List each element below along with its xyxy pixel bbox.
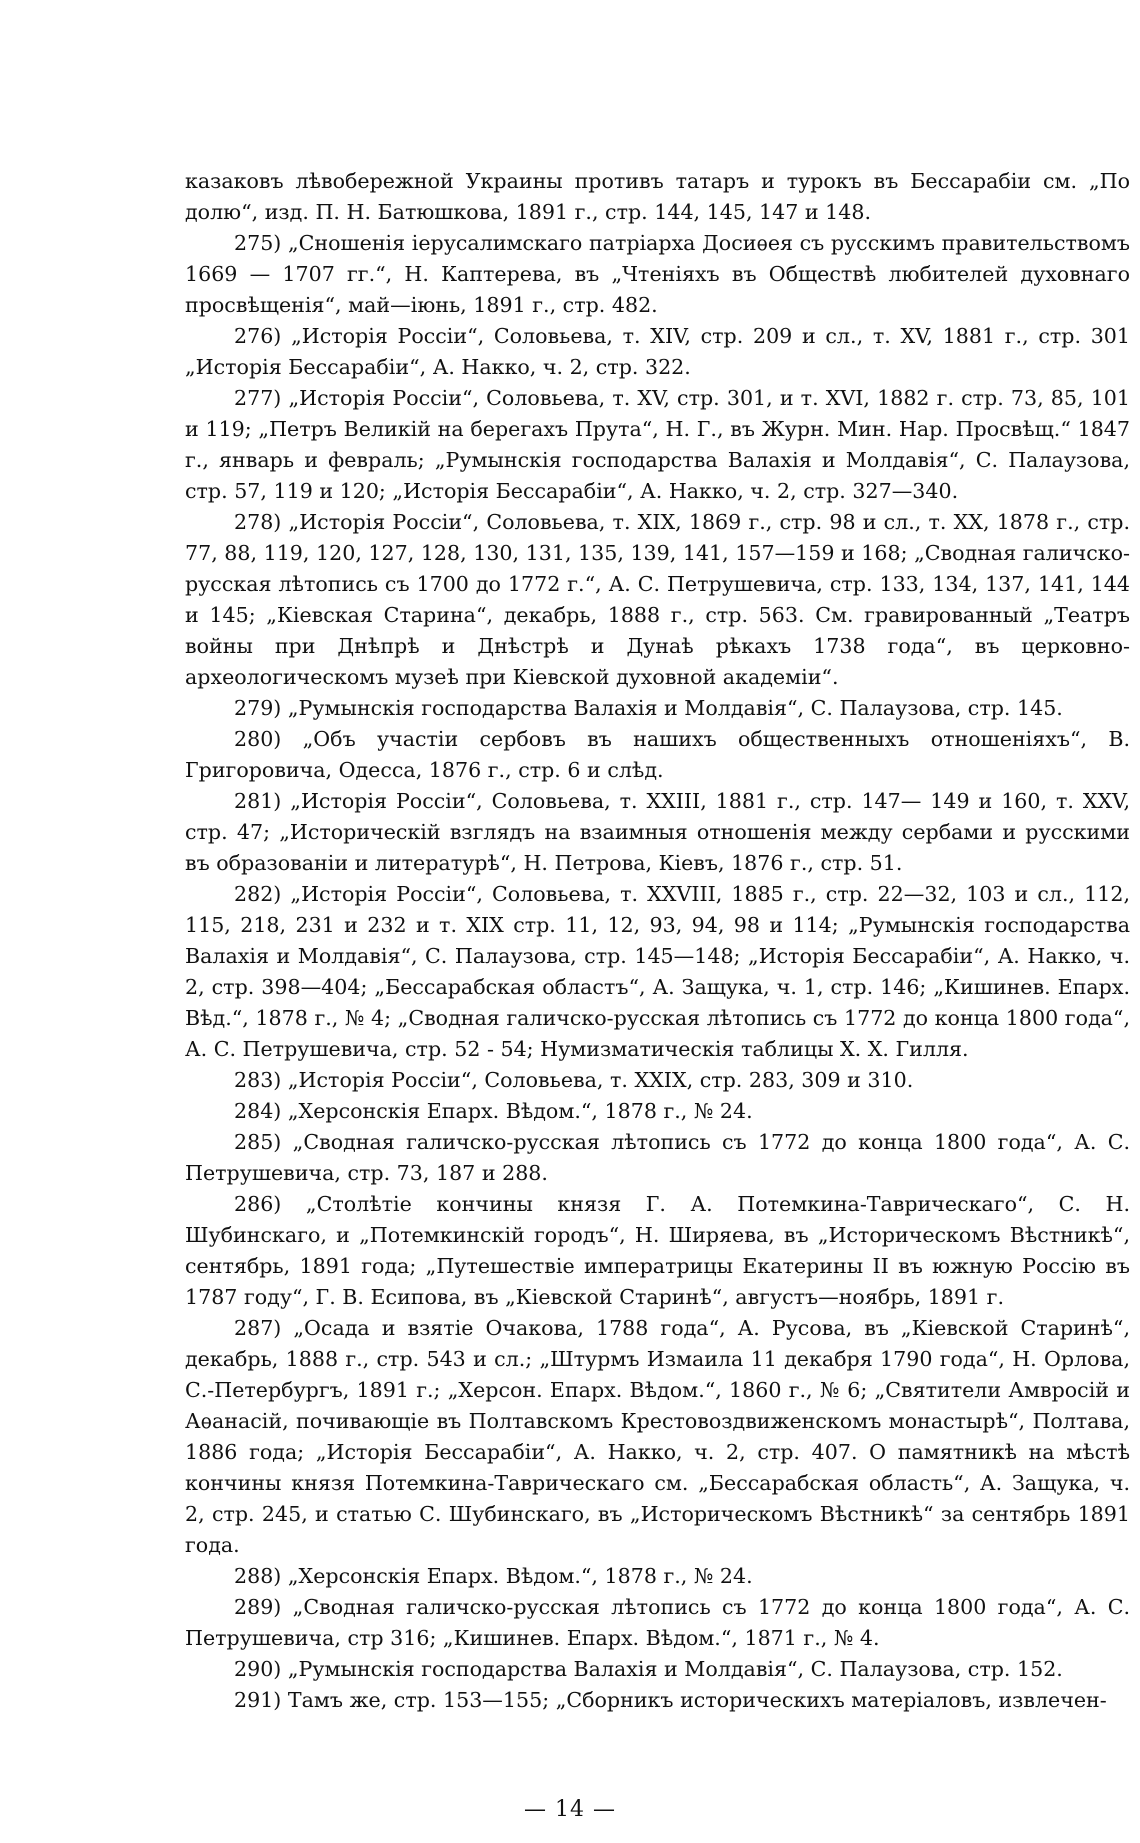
footnote-text: „Исторія Россіи“, Соловьева, т. XV, стр. 301, и т. XVI, 1882 г. стр. 73, 85, 101 и 119; „Петръ Великій на берегахъ Прута“, Н. Г., въ Журн. Мин. Нар. Просвѣщ.“ 1847 г., январь и февраль; „Румынскія господарства Валахія и Молдавія“, С. Палаузова, стр. 57, 119 и 120; „Исторія Бессарабіи“, А. Накко, ч. 2, стр. 327—340. (185, 386, 1130, 503)
footnote-text: „Херсонскія Епарх. Вѣдом.“, 1878 г., № 24. (287, 1099, 753, 1123)
footnote-291 (185, 1685, 1130, 1716)
footnote-text: „Исторія Россіи“, Соловьева, т. XXVIII, 1885 г., стр. 22—32, 103 и сл., 112, 115, 218, 231 и 232 и т. XIX стр. 11, 12, 93, 94, 98 и 114; „Румынскія господарства Валахія и Молдавія“, С. Палаузова, стр. 145—148; „Исторія Бессарабіи“, А. Накко, ч. 2, стр. 398—404; „Бессарабская областъ“, А. Защука, ч. 1, стр. 146; „Кишинев. Епарх. Вѣд.“, 1878 г., № 4; „Сводная галичско-русская лѣтопись съ 1772 до конца 1800 года“, А. С. Петрушевича, стр. 52 - 54; Нумизматическія таблицы Х. Х. Гилля. (185, 882, 1130, 1061)
footnote-continuation (185, 166, 1130, 228)
footnote-text: „Исторія Россіи“, Соловьева, т. XIX, 1869 г., стр. 98 и сл., т. XX, 1878 г., стр. 77, 88, 119, 120, 127, 128, 130, 131, 135, 139, 141, 157—159 и 168; „Сводная галичско-русская лѣтопись съ 1700 до 1772 г.“, А. С. Петрушевича, стр. 133, 134, 137, 141, 144 и 145; „Кіевская Старина“, декабрь, 1888 г., стр. 563. См. гравированный „Театръ войны при Днѣпрѣ и Днѣстрѣ и Дунаѣ рѣкахъ 1738 года“, въ церковно-археологическомъ музеѣ при Кіевской духовной академіи“. (185, 510, 1130, 689)
footnote-number: 287) (234, 1316, 282, 1340)
footnote-text: „Объ участіи сербовъ въ нашихъ общественныхъ отношеніяхъ“, В. Григоровича, Одесса, 1876 г., стр. 6 и слѣд. (185, 727, 1130, 782)
footnote-text: „Сводная галичско-русская лѣтопись съ 1772 до конца 1800 года“, А. С. Петрушевича, стр. 73, 187 и 288. (185, 1130, 1130, 1185)
footnote-text: „Осада и взятіе Очакова, 1788 года“, А. Русова, въ „Кіевской Старинѣ“, декабрь, 1888 г., стр. 543 и сл.; „Штурмъ Измаила 11 декабря 1790 года“, Н. Орлова, С.-Петербургъ, 1891 г.; „Херсон. Епарх. Вѣдом.“, 1860 г., № 6; „Святители Амвросій и Аѳанасій, почивающіе въ Полтавскомъ Крестовоздвиженскомъ монастырѣ“, Полтава, 1886 года; „Исторія Бессарабіи“, А. Накко, ч. 2, стр. 407. О памятникѣ на мѣстѣ кончины князя Потемкина-Таврическаго см. „Бессарабская область“, А. Защука, ч. 2, стр. 245, и статью С. Шубинскаго, въ „Историческомъ Вѣстникѣ“ за сентябрь 1891 года. (185, 1316, 1130, 1557)
footnote-number: 280) (234, 727, 282, 751)
footnote-text: Тамъ же, стр. 153—155; „Сборникъ историческихъ матеріаловъ, извлечен- (287, 1688, 1107, 1712)
footnote-number: 279) (234, 696, 282, 720)
footnote-number: 288) (234, 1564, 282, 1588)
footnote-275 (185, 228, 1130, 321)
footnote-286 (185, 1189, 1130, 1313)
footnote-285 (185, 1127, 1130, 1189)
footnote-288 (185, 1561, 1130, 1592)
footnote-284 (185, 1096, 1130, 1127)
page-number: — 14 — (524, 1797, 616, 1822)
footnote-text: „Столѣтіе кончины князя Г. А. Потемкина-Таврическаго“, С. Н. Шубинскаго, и „Потемкинскій городъ“, Н. Ширяева, въ „Историческомъ Вѣстникѣ“, сентябрь, 1891 года; „Путешествіе императрицы Екатерины II въ южную Россію въ 1787 году“, Г. В. Есипова, въ „Кіевской Старинѣ“, августъ—ноябрь, 1891 г. (185, 1192, 1130, 1309)
footnote-281 (185, 786, 1130, 879)
footnote-number: 278) (234, 510, 282, 534)
footnote-text: „Исторія Россіи“, Соловьева, т. XXIX, стр. 283, 309 и 310. (287, 1068, 914, 1092)
footnote-287 (185, 1313, 1130, 1561)
footnote-number: 283) (234, 1068, 282, 1092)
footnote-text: „Сношенія іерусалимскаго патріарха Досиѳея съ русскимъ правительствомъ 1669 — 1707 гг.“, Н. Каптерева, въ „Чтеніяхъ въ Обществѣ любителей духовнаго просвѣщенія“, май—іюнь, 1891 г., стр. 482. (185, 231, 1130, 317)
footnote-number: 281) (234, 789, 282, 813)
footnote-278 (185, 507, 1130, 693)
footnote-number: 286) (234, 1192, 282, 1216)
footnote-number: 277) (234, 386, 282, 410)
footnote-text: „Исторія Россіи“, Соловьева, т. XXIII, 1881 г., стр. 147— 149 и 160, т. XXV, стр. 47; „Историческій взглядъ на взаимныя отношенія между сербами и русскими въ образованіи и литературѣ“, Н. Петрова, Кіевъ, 1876 г., стр. 51. (185, 789, 1130, 875)
footnote-text: „Херсонскія Епарх. Вѣдом.“, 1878 г., № 24. (287, 1564, 753, 1588)
footnote-text: „Исторія Россіи“, Соловьева, т. XIV, стр. 209 и сл., т. XV, 1881 г., стр. 301 „Исторія Бессарабіи“, А. Накко, ч. 2, стр. 322. (185, 324, 1131, 379)
footnotes-block (185, 166, 1130, 1716)
footnote-number: 290) (234, 1657, 282, 1681)
footnote-text: „Румынскія господарства Валахія и Молдавія“, С. Палаузова, стр. 152. (287, 1657, 1063, 1681)
footnote-280 (185, 724, 1130, 786)
footnote-number: 284) (234, 1099, 282, 1123)
footnote-276 (185, 321, 1130, 383)
footnote-279 (185, 693, 1130, 724)
footnote-277 (185, 383, 1130, 507)
footnote-number: 282) (234, 882, 282, 906)
footnote-289 (185, 1592, 1130, 1654)
footnote-number: 291) (234, 1688, 282, 1712)
footnote-text: казаковъ лѣвобережной Украины противъ татаръ и турокъ въ Бессарабіи см. „По долю“, изд. П. Н. Батюшкова, 1891 г., стр. 144, 145, 147 и 148. (185, 169, 1130, 224)
footnote-number: 289) (234, 1595, 282, 1619)
footnote-number: 275) (234, 231, 282, 255)
footnote-290 (185, 1654, 1130, 1685)
footnote-282 (185, 879, 1130, 1065)
footnote-number: 285) (234, 1130, 282, 1154)
footnote-number: 276) (234, 324, 282, 348)
footnote-text: „Сводная галичско-русская лѣтопись съ 1772 до конца 1800 года“, А. С. Петрушевича, стр 316; „Кишинев. Епарх. Вѣдом.“, 1871 г., № 4. (185, 1595, 1130, 1650)
footnote-text: „Румынскія господарства Валахія и Молдавія“, С. Палаузова, стр. 145. (287, 696, 1063, 720)
footnote-283 (185, 1065, 1130, 1096)
